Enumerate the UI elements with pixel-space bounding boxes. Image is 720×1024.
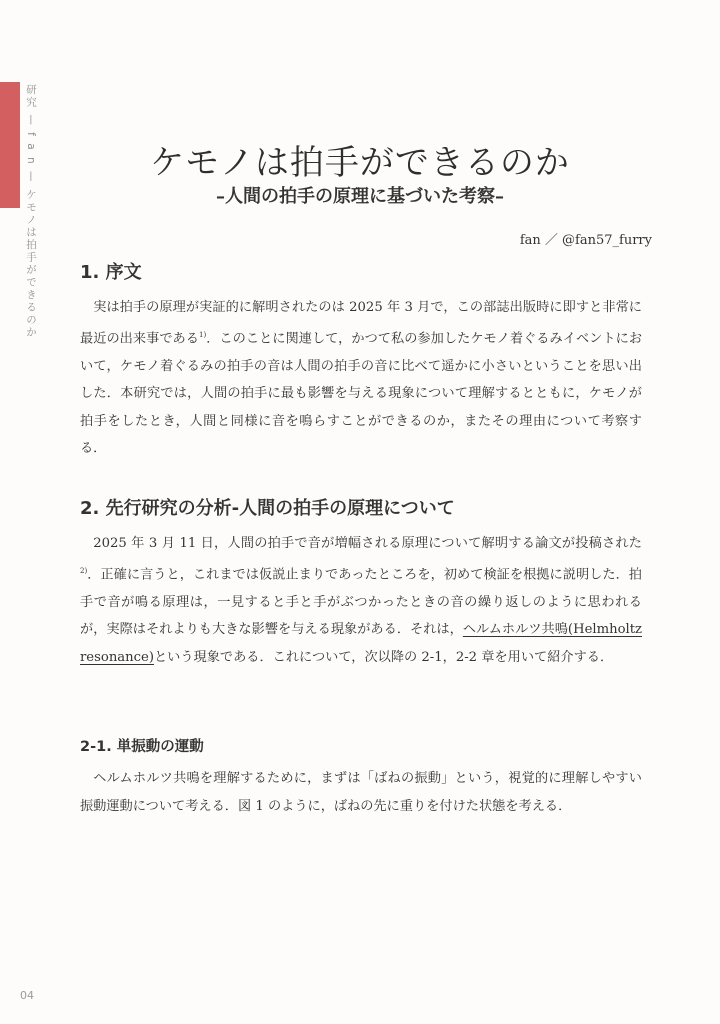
text-run: ．正確に言うと，これまでは仮説止まりであったところを，初めて検証を根拠に説明した．拍手で音が鳴る原理は，一見すると手と手がぶつかったときの音の繰り返しのように思われるが，実際はそれよりも大きな影響を与える現象がある．それは，: [80, 566, 642, 638]
section-heading-1: 1. 序文: [80, 262, 142, 283]
page-title: ケモノは拍手ができるのか: [150, 142, 570, 183]
text-run: 2025 年 3 月 11 日，人間の拍手で音が増幅される原理について解明する論文が投稿された: [93, 536, 642, 551]
helmholtz-term: ヘルムホルツ共鳴(Helmholtz resonance): [80, 622, 642, 665]
author-line: fan ／ @fan57_furry: [519, 233, 652, 248]
section-1-paragraph: [80, 294, 642, 463]
reference-marker[interactable]: 1): [198, 330, 207, 339]
subsection-heading-2-1: 2-1. 単振動の運動: [80, 739, 204, 755]
text-run: 実は拍手の原理が実証的に解明されたのは 2025 年 3 月で，この部誌出版時に即すと非常に最近の出来事である: [80, 300, 642, 346]
section-2-paragraph: [80, 530, 642, 671]
text-run: という現象である．これについて，次以降の 2-1，2-2 章を用いて紹介する．: [154, 649, 614, 665]
section-heading-2: 2. 先行研究の分析-人間の拍手の原理について: [80, 498, 455, 519]
text-run: ．このことに関連して，かつて私の参加したケモノ着ぐるみイベントにおいて，ケモノ着ぐるみの拍手の音は人間の拍手の音に比べて遥かに小さいということを思い出した．本研究では，人間の拍手に最も影響を与える現象について理解するとともに，ケモノが拍手をしたとき，人間と同様に音を鳴らすことができるのか，またその理由について考察する．: [80, 330, 643, 457]
subsection-2-1-paragraph: ヘルムホルツ共鳴を理解するために，まずは「ばねの振動」という，視覚的に理解しやすい振動運動について考える．図 1 のように，ばねの先に重りを付けた状態を考える．: [80, 771, 642, 814]
reference-marker[interactable]: 2): [80, 566, 88, 575]
page-number: 04: [20, 989, 34, 1002]
running-header: 研究 — f a n — ケモノは拍手ができるのか: [25, 84, 37, 339]
page-subtitle: –人間の拍手の原理に基づいた考察–: [216, 186, 504, 207]
